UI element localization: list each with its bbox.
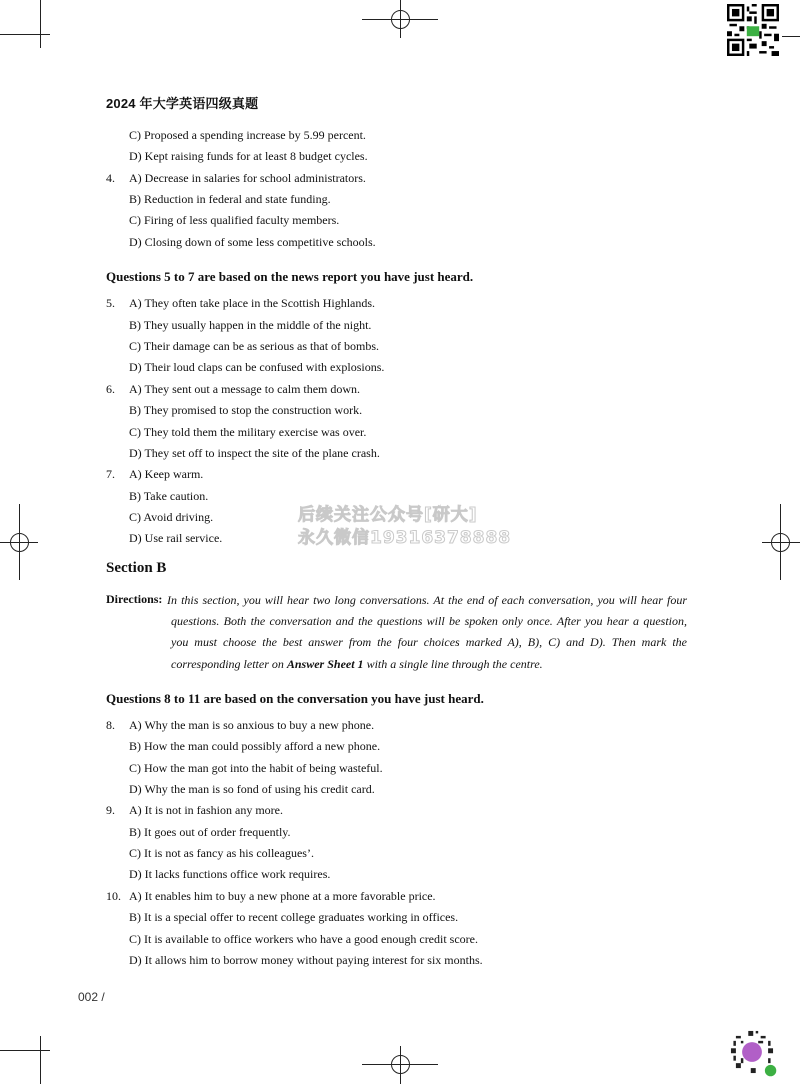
option-text: A) They sent out a message to calm them down.	[129, 382, 361, 396]
option-text: D) Kept raising funds for at least 8 budget cycles.	[129, 149, 368, 163]
option-text: D) It allows him to borrow money without paying interest for six months.	[129, 953, 483, 967]
watermark-line-1: 后续关注公众号[研大]	[298, 505, 478, 525]
option-text: A) Why the man is so anxious to buy a new phone.	[129, 718, 375, 732]
page-number: 002 /	[78, 990, 105, 1004]
answer-sheet-reference: Answer Sheet 1	[286, 657, 364, 671]
question-number: 4.	[106, 171, 115, 185]
option-text: A) They often take place in the Scottish Highlands.	[129, 296, 376, 310]
option-text: A) It enables him to buy a new phone at a more favorable price.	[129, 889, 436, 903]
option-text: C) Their damage can be as serious as that of bombs.	[129, 339, 380, 353]
section-title: Section B	[106, 560, 167, 576]
option-text: B) It goes out of order frequently.	[129, 825, 291, 839]
option-text: C) Avoid driving.	[129, 510, 214, 524]
option-text: A) Keep warm.	[129, 467, 204, 481]
question-number: 10.	[106, 889, 121, 903]
option-text: C) They told them the military exercise was over.	[129, 425, 367, 439]
option-text: D) It lacks functions office work requires.	[129, 867, 331, 881]
directions-text-part: corresponding letter on	[171, 657, 287, 671]
question-number: 6.	[106, 382, 115, 396]
page-header-title: 2024 年大学英语四级真题	[106, 96, 259, 111]
question-number: 8.	[106, 718, 115, 732]
watermark-line-2: 永久微信19316378888	[298, 528, 512, 548]
option-text: A) It is not in fashion any more.	[129, 803, 283, 817]
option-text: A) Decrease in salaries for school administrators.	[129, 171, 366, 185]
directions-text: In this section, you will hear two long conversations. At the end of each conversation, you will hear four	[167, 593, 687, 607]
option-text: D) They set off to inspect the site of the plane crash.	[129, 446, 380, 460]
option-text: B) How the man could possibly afford a new phone.	[129, 739, 381, 753]
option-text: C) It is available to office workers who have a good enough credit score.	[129, 932, 478, 946]
question-group-heading: Questions 5 to 7 are based on the news report you have just heard.	[106, 269, 474, 284]
option-text: C) Proposed a spending increase by 5.99 percent.	[129, 128, 366, 142]
question-number: 7.	[106, 467, 115, 481]
option-text: B) They promised to stop the construction work.	[129, 403, 363, 417]
option-text: B) It is a special offer to recent college graduates working in offices.	[129, 910, 459, 924]
directions-text: questions. Both the conversation and the questions will be spoken only once. After you hear a question,	[171, 614, 687, 628]
question-number: 5.	[106, 296, 115, 310]
qr-code-icon[interactable]	[727, 4, 779, 56]
directions-text: you must choose the best answer from the four choices marked A), B), C) and D). Then mark the	[171, 635, 687, 649]
option-text: D) Why the man is so fond of using his credit card.	[129, 782, 375, 796]
option-text: D) Use rail service.	[129, 531, 223, 545]
directions-text-last	[171, 656, 543, 672]
option-text: D) Closing down of some less competitive schools.	[129, 235, 376, 249]
option-text: C) It is not as fancy as his colleagues’.	[129, 846, 314, 860]
directions-text-part: with a single line through the centre.	[363, 657, 543, 671]
option-text: B) Reduction in federal and state funding.	[129, 192, 331, 206]
mini-program-code-icon[interactable]	[726, 1026, 778, 1078]
option-text: C) How the man got into the habit of being wasteful.	[129, 761, 383, 775]
option-text: C) Firing of less qualified faculty members.	[129, 213, 340, 227]
option-text: B) Take caution.	[129, 489, 209, 503]
question-number: 9.	[106, 803, 115, 817]
option-text: B) They usually happen in the middle of the night.	[129, 318, 372, 332]
directions-label: Directions:	[106, 592, 163, 606]
option-text: D) Their loud claps can be confused with explosions.	[129, 360, 385, 374]
question-group-heading: Questions 8 to 11 are based on the conversation you have just heard.	[106, 691, 484, 706]
